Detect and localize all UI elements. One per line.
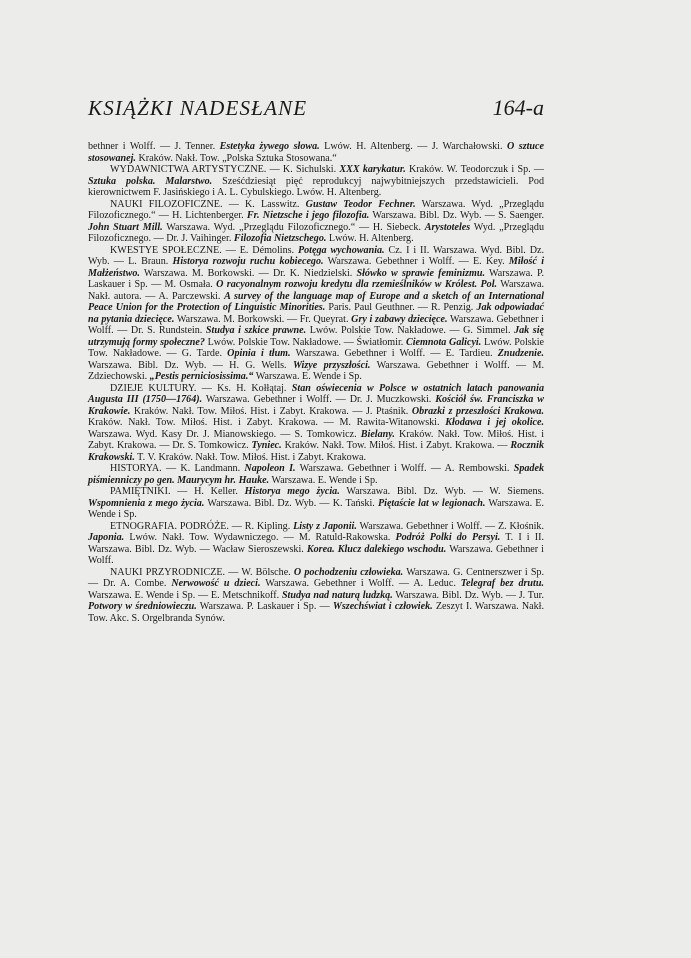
entry-text: bethner i Wolff. — J. Tenner. (88, 141, 220, 152)
section-paragraph (88, 199, 544, 245)
book-title: Historya rozwoju ruchu kobiecego. (172, 256, 324, 267)
entry-text: PAMIĘTNIKI. — H. Keller. (110, 486, 245, 497)
entry-text: Paris. Paul Geuthner. — R. Penzig. (325, 302, 477, 313)
running-title: KSIĄŻKI NADESŁANE (88, 96, 308, 120)
book-list-text (88, 141, 544, 624)
book-title: Jak się utrzymują formy społeczne? (88, 325, 545, 348)
entry-text: Warszawa. Gebethner i Wolff. — Z. Kłośnik. (356, 520, 544, 532)
entry-text: Warszawa. Bibl. Dz. Wyb. — H. G. Wells. (88, 359, 293, 371)
entry-text: Warszawa. E. Wende i Sp. (253, 371, 362, 382)
entry-text: Warszawa. E. Wende i Sp. (88, 497, 544, 520)
entry-text: Warszawa. Gebethner i Wolff. — Dr. J. Muczkowski. (202, 394, 436, 405)
book-title: „Pestis perniciosissima.“ (149, 371, 254, 382)
entry-text: Kraków. Nakł. Tow. Miłoś. Hist. i Zabyt. Krakowa. — J. Ptaśnik. (130, 405, 412, 417)
book-title: Potwory w średniowieczu. (88, 601, 197, 612)
book-title: Bielany. (360, 428, 395, 440)
entry-text: NAUKI PRZYRODNICZE. — W. Bölsche. (110, 566, 294, 578)
entry-text: ETNOGRAFIA. PODRÓŻE. — R. Kipling. (110, 520, 294, 532)
entry-text: Warszawa. Gebethner i Wolff. — M. Zdziechowski. (88, 359, 544, 382)
book-title: Obrazki z przeszłości Krakowa. (411, 405, 545, 417)
book-title: Słówko w sprawie feminizmu. (356, 267, 485, 279)
entry-text: Warszawa. Wyd. „Przeglądu Filozoficznego.“ — H. Lichtenberger. (88, 198, 544, 221)
book-title: XXX karykatur. (339, 164, 406, 175)
book-title: Rocznik Krakowski. (88, 440, 544, 463)
book-title: Jak odpowiadać na pytania dziecięce. (88, 302, 545, 325)
continued-paragraph (88, 141, 544, 164)
book-title: Miłość i Małżeństwo. (88, 256, 545, 279)
entry-text: NAUKI FILOZOFICZNE. — K. Lasswitz. (110, 198, 306, 210)
book-title: Tyniec. (251, 440, 282, 451)
entry-text: Warszawa. M. Borkowski. — Dr. K. Niedzielski. (139, 267, 357, 279)
entry-text: Lwów. Polskie Tow. Nakładowe. — G. Tarde. (88, 336, 545, 359)
entry-text: Lwów. Nakł. Tow. Wydawniczego. — M. Ratuld-Rakowska. (124, 532, 396, 543)
book-title: Napoleon I. (244, 463, 296, 474)
entry-text: Sześćdziesiąt pięć reprodukcyj najwybitniejszych przedstawicieli. Pod kierownictwem F. Jasińskiego i A. L. Cybulskiego. Lwów. H. Altenberg. (88, 175, 544, 198)
book-title: Japonia. (88, 532, 125, 543)
section-paragraph (88, 463, 544, 486)
book-title: Wszechświat i człowiek. (332, 601, 433, 612)
book-title: Gustaw Teodor Fechner. (305, 198, 416, 210)
book-title: Znudzenie. (497, 348, 544, 359)
entry-text: Kraków. Nakł. Tow. Miłoś. Hist. i Zabyt. Krakowa. — Dr. S. Tomkowicz. (88, 428, 544, 451)
entry-text: KWESTYE SPOŁECZNE. — E. Démolins. (110, 244, 298, 256)
entry-text: Warszawa. Gebethner i Wolff. — E. Tardieu. (290, 348, 498, 359)
book-title: Podróż Polki do Persyi. (395, 532, 501, 543)
book-title: A survey of the language map of Europe and a sketch of an International Peace Union for the Protection of Linguistic Minorities. (88, 290, 545, 313)
entry-text: Wyd. „Przeglądu Filozoficznego. — Dr. J. Vaihinger. (88, 221, 544, 244)
section-paragraph (88, 245, 544, 383)
section-paragraph (88, 383, 544, 464)
entry-text: Warszawa. Gebethner i Wolff. — E. Key. (323, 256, 509, 267)
book-title: Stan oświecenia w Polsce w ostatnich latach panowania Augusta III (1750—1764). (88, 382, 544, 405)
entry-text: Kraków. W. Teodorczuk i Sp. — (405, 164, 544, 175)
entry-text: Warszawa. Bibl. Dz. Wyb. — W. Siemens. (339, 486, 545, 497)
page-number: 164-a (492, 95, 544, 120)
book-title: Historya mego życia. (244, 486, 340, 497)
book-title: Korea. Klucz dalekiego wschodu. (306, 543, 447, 555)
entry-text: DZIEJE KULTURY. — Ks. H. Kołłątaj. (110, 382, 292, 394)
section-paragraph (88, 486, 544, 521)
book-title: Fr. Nietzsche i jego filozofia. (246, 210, 370, 221)
section-paragraph (88, 164, 544, 199)
book-title: Ciemnota Galicyi. (405, 336, 482, 348)
book-title: Kościół św. Franciszka w Krakowie. (88, 394, 544, 417)
book-title: Wspomnienia z mego życia. (88, 497, 205, 509)
entry-text: Warszawa. E. Wende i Sp. (269, 474, 378, 486)
entry-text: Lwów. Polskie Tow. Nakładowe. — G. Simmel. (306, 325, 515, 336)
entry-text: Lwów. Polskie Tow. Nakładowe. — Światłomir. (204, 336, 406, 348)
book-title: Arystoteles (424, 221, 471, 233)
entry-text: Warszawa. Bibl. Dz. Wyb. — K. Tański. (204, 497, 378, 509)
entry-text: Warszawa. Bibl. Dz. Wyb. — S. Saenger. (369, 210, 544, 221)
book-title: Opinia i tłum. (227, 348, 291, 359)
book-title: O racyonalnym rozwoju kredytu dla rzemieślników w Królest. Pol. (216, 279, 498, 290)
book-title: Spadek piśmienniczy po gen. Maurycym hr. Hauke. (88, 463, 544, 486)
entry-text: Warszawa. Bibl. Dz. Wyb. — J. Tur. (392, 589, 544, 601)
entry-text: Kraków. Nakł. Tow. „Polska Sztuka Stosowana.“ (135, 152, 337, 164)
section-paragraph (88, 521, 544, 567)
book-title: Studya i szkice prawne. (205, 325, 307, 336)
page-header (88, 96, 544, 130)
entry-text: Warszawa. Gebethner i Wolff. (88, 543, 544, 566)
entry-text: Warszawa. Gebethner i Wolff. — Dr. S. Rundstein. (88, 313, 544, 336)
entry-text: Warszawa. Gebethner i Wolff. — A. Leduc. (260, 578, 461, 589)
book-title: Kłodawa i jej okolice. (445, 417, 545, 428)
entry-text: Warszawa. P. Laskauer i Sp. — (196, 601, 333, 612)
book-title: Wizye przyszłości. (292, 359, 371, 371)
entry-text: Warszawa. E. Wende i Sp. — E. Metschnikoff. (88, 589, 282, 601)
entry-text: Kraków. Nakł. Tow. Miłoś. Hist. i Zabyt. Krakowa. — (281, 440, 511, 451)
book-title: Sztuka polska. Malarstwo. (88, 175, 213, 187)
section-paragraph (88, 567, 544, 625)
book-title: Estetyka żywego słowa. (219, 141, 320, 152)
book-title: Studya nad naturą ludzką. (281, 589, 393, 601)
book-title: John Stuart Mill. (88, 221, 163, 233)
entry-text: Warszawa. Wyd. „Przeglądu Filozoficznego.“ — H. Siebeck. (162, 221, 425, 233)
book-title: Filozofia Nietzschego. (233, 233, 327, 244)
entry-text: Lwów. H. Altenberg. (326, 233, 414, 244)
entry-text: Kraków. Nakł. Tow. Miłoś. Hist. i Zabyt. Krakowa. — M. Rawita-Witanowski. (88, 417, 446, 428)
entry-text: Warszawa. G. Centnerszwer i Sp. — Dr. A. Combe. (88, 566, 545, 589)
book-title: Potęga wychowania. (297, 244, 385, 256)
book-title: Listy z Japonii. (293, 520, 357, 532)
entry-text: T. V. Kraków. Nakł. Tow. Miłoś. Hist. i Zabyt. Krakowa. (134, 451, 366, 463)
entry-text: T. I i II. Warszawa. Bibl. Dz. Wyb. — Wacław Sieroszewski. (88, 532, 544, 555)
book-title: O pochodzeniu człowieka. (293, 566, 404, 578)
entry-text: Warszawa. Gebethner i Wolff. — A. Rembowski. (295, 463, 514, 474)
book-title: O sztuce stosowanej. (88, 141, 544, 164)
book-title: Telegraf bez drutu. (460, 578, 544, 589)
entry-text: Warszawa. P. Laskauer i Sp. — M. Osmała. (88, 267, 544, 290)
entry-text: Warszawa. M. Borkowski. — Fr. Queyrat. (174, 313, 352, 325)
entry-text: Warszawa. Nakł. autora. — A. Parczewski. (88, 279, 544, 302)
entry-text: HISTORYA. — K. Landmann. (110, 463, 245, 474)
book-title: Piętaście lat w legionach. (377, 497, 486, 509)
entry-text: Warszawa. Wyd. Kasy Dr. J. Mianowskiego. — S. Tomkowicz. (88, 428, 361, 440)
entry-text: Zeszyt I. Warszawa. Nakł. Tow. Akc. S. Orgelbranda Synów. (88, 601, 544, 624)
book-title: Nerwowość u dzieci. (171, 578, 261, 589)
entry-text: Cz. I i II. Warszawa. Wyd. Bibl. Dz. Wyb. — L. Braun. (88, 244, 544, 267)
entry-text: WYDAWNICTWA ARTYSTYCZNE. — K. Sichulski. (110, 164, 340, 175)
entry-text: Lwów. H. Altenberg. — J. Warchałowski. (319, 141, 507, 152)
book-title: Gry i zabawy dziecięce. (351, 313, 448, 325)
